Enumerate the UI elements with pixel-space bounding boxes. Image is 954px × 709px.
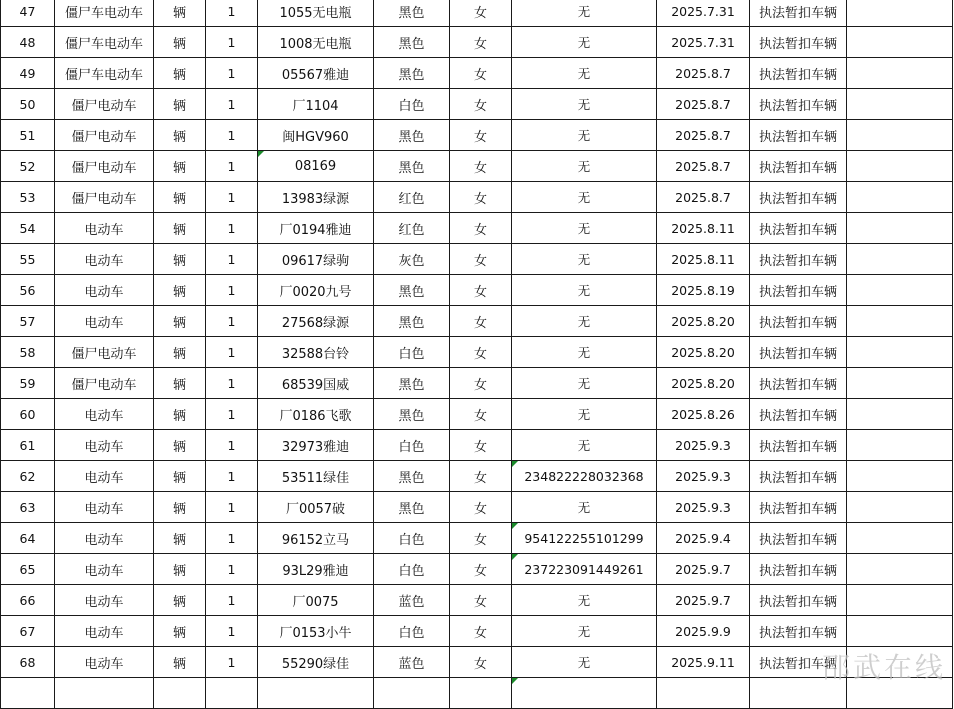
cell-gender[interactable]: 女 (450, 275, 512, 306)
cell-quantity[interactable]: 1 (206, 151, 258, 182)
cell-color[interactable]: 黑色 (374, 461, 450, 492)
cell-plate[interactable]: 1008无电瓶 (258, 27, 374, 58)
cell-vehicle-type[interactable]: 僵尸电动车 (55, 337, 154, 368)
cell-plate[interactable]: 厂0057破 (258, 492, 374, 523)
cell-gender[interactable]: 女 (450, 89, 512, 120)
cell-unit[interactable]: 辆 (154, 461, 206, 492)
cell-gender[interactable]: 女 (450, 244, 512, 275)
cell-date[interactable]: 2025.7.31 (657, 27, 750, 58)
cell-index[interactable]: 58 (1, 337, 55, 368)
cell-frame-number[interactable]: 无 (512, 306, 657, 337)
cell-plate[interactable]: 08169 (258, 151, 374, 182)
cell-unit[interactable]: 辆 (154, 58, 206, 89)
table-row (1, 182, 953, 213)
cell-vehicle-type[interactable]: 僵尸电动车 (55, 89, 154, 120)
cell-gender[interactable]: 女 (450, 151, 512, 182)
table-row (1, 678, 953, 709)
cell-color[interactable]: 红色 (374, 182, 450, 213)
cell-plate[interactable]: 厂0153小牛 (258, 616, 374, 647)
table-row (1, 120, 953, 151)
table-row (1, 151, 953, 182)
cell-color[interactable] (374, 678, 450, 709)
cell-color[interactable]: 白色 (374, 554, 450, 585)
cell-color[interactable]: 黑色 (374, 492, 450, 523)
cell-color[interactable]: 白色 (374, 523, 450, 554)
cell-index[interactable]: 63 (1, 492, 55, 523)
cell-quantity[interactable]: 1 (206, 647, 258, 678)
cell-quantity[interactable]: 1 (206, 399, 258, 430)
cell-vehicle-type[interactable]: 电动车 (55, 399, 154, 430)
cell-index[interactable]: 61 (1, 430, 55, 461)
cell-quantity[interactable]: 1 (206, 368, 258, 399)
table-row (1, 58, 953, 89)
cell-index[interactable] (1, 678, 55, 709)
cell-gender[interactable]: 女 (450, 554, 512, 585)
cell-quantity[interactable]: 1 (206, 430, 258, 461)
watermark: 邵武在线 (821, 651, 946, 684)
cell-gender[interactable]: 女 (450, 647, 512, 678)
cell-index[interactable]: 68 (1, 647, 55, 678)
cell-status[interactable]: 执法暂扣车辆 (750, 337, 847, 368)
cell-date[interactable]: 2025.8.19 (657, 275, 750, 306)
cell-vehicle-type[interactable]: 僵尸电动车 (55, 182, 154, 213)
cell-vehicle-type[interactable]: 电动车 (55, 244, 154, 275)
cell-empty[interactable] (847, 244, 953, 275)
table-body (1, 0, 953, 709)
cell-vehicle-type[interactable]: 电动车 (55, 647, 154, 678)
table-row (1, 368, 953, 399)
cell-unit[interactable]: 辆 (154, 337, 206, 368)
cell-date[interactable] (657, 678, 750, 709)
cell-plate[interactable]: 13983绿源 (258, 182, 374, 213)
cell-index[interactable]: 55 (1, 244, 55, 275)
cell-empty[interactable] (847, 585, 953, 616)
cell-date[interactable]: 2025.8.7 (657, 58, 750, 89)
cell-status[interactable] (750, 678, 847, 709)
cell-vehicle-type[interactable]: 电动车 (55, 616, 154, 647)
cell-unit[interactable]: 辆 (154, 89, 206, 120)
cell-status[interactable]: 执法暂扣车辆 (750, 182, 847, 213)
cell-date[interactable]: 2025.9.11 (657, 647, 750, 678)
cell-quantity[interactable]: 1 (206, 275, 258, 306)
cell-vehicle-type[interactable]: 僵尸车电动车 (55, 27, 154, 58)
cell-vehicle-type[interactable]: 电动车 (55, 554, 154, 585)
cell-status[interactable]: 执法暂扣车辆 (750, 430, 847, 461)
cell-status[interactable]: 执法暂扣车辆 (750, 244, 847, 275)
cell-index[interactable]: 54 (1, 213, 55, 244)
cell-date[interactable]: 2025.8.11 (657, 213, 750, 244)
cell-date[interactable]: 2025.9.7 (657, 585, 750, 616)
cell-frame-number[interactable] (512, 678, 657, 709)
cell-vehicle-type[interactable]: 电动车 (55, 275, 154, 306)
table-row (1, 461, 953, 492)
cell-color[interactable]: 黑色 (374, 58, 450, 89)
cell-vehicle-type[interactable]: 僵尸电动车 (55, 151, 154, 182)
cell-status[interactable]: 执法暂扣车辆 (750, 399, 847, 430)
cell-frame-number[interactable]: 无 (512, 647, 657, 678)
cell-color[interactable]: 灰色 (374, 244, 450, 275)
cell-color[interactable]: 黑色 (374, 399, 450, 430)
cell-quantity[interactable]: 1 (206, 554, 258, 585)
cell-color[interactable]: 黑色 (374, 0, 450, 27)
cell-empty[interactable] (847, 492, 953, 523)
cell-frame-number[interactable]: 无 (512, 244, 657, 275)
cell-index[interactable]: 52 (1, 151, 55, 182)
cell-color[interactable]: 白色 (374, 89, 450, 120)
cell-empty[interactable] (847, 120, 953, 151)
cell-index[interactable]: 66 (1, 585, 55, 616)
cell-index[interactable]: 49 (1, 58, 55, 89)
table-row (1, 213, 953, 244)
cell-frame-number[interactable]: 无 (512, 213, 657, 244)
table-row (1, 337, 953, 368)
cell-date[interactable]: 2025.8.20 (657, 306, 750, 337)
cell-index[interactable]: 67 (1, 616, 55, 647)
table-row (1, 616, 953, 647)
cell-status[interactable]: 执法暂扣车辆 (750, 585, 847, 616)
cell-frame-number[interactable]: 无 (512, 27, 657, 58)
cell-gender[interactable]: 女 (450, 399, 512, 430)
cell-frame-number[interactable]: 无 (512, 616, 657, 647)
cell-unit[interactable]: 辆 (154, 275, 206, 306)
cell-color[interactable]: 黑色 (374, 306, 450, 337)
cell-unit[interactable] (154, 678, 206, 709)
cell-plate[interactable]: 闽HGV960 (258, 120, 374, 151)
cell-status[interactable]: 执法暂扣车辆 (750, 368, 847, 399)
cell-quantity[interactable]: 1 (206, 0, 258, 27)
cell-unit[interactable]: 辆 (154, 213, 206, 244)
cell-empty[interactable] (847, 306, 953, 337)
cell-quantity[interactable]: 1 (206, 120, 258, 151)
cell-index[interactable]: 57 (1, 306, 55, 337)
cell-frame-number[interactable]: 954122255101299 (512, 523, 657, 554)
cell-gender[interactable] (450, 678, 512, 709)
cell-empty[interactable] (847, 647, 953, 678)
table-row (1, 0, 953, 27)
cell-vehicle-type[interactable]: 僵尸电动车 (55, 120, 154, 151)
cell-index[interactable]: 64 (1, 523, 55, 554)
cell-unit[interactable]: 辆 (154, 523, 206, 554)
cell-quantity[interactable]: 1 (206, 213, 258, 244)
cell-index[interactable]: 62 (1, 461, 55, 492)
cell-empty[interactable] (847, 399, 953, 430)
cell-frame-number[interactable]: 无 (512, 182, 657, 213)
cell-unit[interactable]: 辆 (154, 399, 206, 430)
cell-quantity[interactable]: 1 (206, 337, 258, 368)
cell-vehicle-type[interactable]: 电动车 (55, 492, 154, 523)
cell-status[interactable]: 执法暂扣车辆 (750, 523, 847, 554)
cell-empty[interactable] (847, 151, 953, 182)
table-row (1, 492, 953, 523)
cell-vehicle-type[interactable]: 电动车 (55, 523, 154, 554)
cell-frame-number[interactable]: 无 (512, 399, 657, 430)
cell-frame-number[interactable]: 无 (512, 58, 657, 89)
cell-frame-number[interactable]: 无 (512, 368, 657, 399)
table-row (1, 585, 953, 616)
cell-frame-number[interactable]: 234822228032368 (512, 461, 657, 492)
cell-color[interactable]: 黑色 (374, 275, 450, 306)
cell-unit[interactable]: 辆 (154, 151, 206, 182)
cell-plate[interactable]: 27568绿源 (258, 306, 374, 337)
cell-empty[interactable] (847, 678, 953, 709)
cell-date[interactable]: 2025.9.7 (657, 554, 750, 585)
cell-status[interactable]: 执法暂扣车辆 (750, 461, 847, 492)
cell-gender[interactable]: 女 (450, 523, 512, 554)
cell-gender[interactable]: 女 (450, 120, 512, 151)
cell-status[interactable]: 执法暂扣车辆 (750, 647, 847, 678)
cell-empty[interactable] (847, 275, 953, 306)
table-row (1, 89, 953, 120)
table-row (1, 306, 953, 337)
cell-plate[interactable]: 09617绿驹 (258, 244, 374, 275)
cell-vehicle-type[interactable]: 僵尸车电动车 (55, 58, 154, 89)
cell-empty[interactable] (847, 430, 953, 461)
cell-status[interactable]: 执法暂扣车辆 (750, 151, 847, 182)
cell-empty[interactable] (847, 337, 953, 368)
cell-index[interactable]: 51 (1, 120, 55, 151)
cell-gender[interactable]: 女 (450, 430, 512, 461)
cell-frame-number[interactable]: 无 (512, 275, 657, 306)
cell-empty[interactable] (847, 368, 953, 399)
table-row (1, 430, 953, 461)
cell-quantity[interactable]: 1 (206, 244, 258, 275)
cell-status[interactable]: 执法暂扣车辆 (750, 554, 847, 585)
cell-quantity[interactable]: 1 (206, 616, 258, 647)
cell-empty[interactable] (847, 58, 953, 89)
cell-vehicle-type[interactable]: 僵尸车电动车 (55, 0, 154, 27)
cell-unit[interactable]: 辆 (154, 182, 206, 213)
cell-index[interactable]: 59 (1, 368, 55, 399)
cell-color[interactable]: 黑色 (374, 368, 450, 399)
table-row (1, 275, 953, 306)
cell-date[interactable]: 2025.9.3 (657, 461, 750, 492)
cell-unit[interactable]: 辆 (154, 554, 206, 585)
cell-gender[interactable]: 女 (450, 368, 512, 399)
cell-color[interactable]: 白色 (374, 616, 450, 647)
cell-quantity[interactable]: 1 (206, 27, 258, 58)
cell-index[interactable]: 48 (1, 27, 55, 58)
cell-unit[interactable]: 辆 (154, 492, 206, 523)
cell-empty[interactable] (847, 0, 953, 27)
cell-empty[interactable] (847, 89, 953, 120)
cell-vehicle-type[interactable]: 电动车 (55, 430, 154, 461)
cell-gender[interactable]: 女 (450, 182, 512, 213)
cell-date[interactable]: 2025.8.26 (657, 399, 750, 430)
cell-empty[interactable] (847, 182, 953, 213)
cell-status[interactable]: 执法暂扣车辆 (750, 58, 847, 89)
cell-status[interactable]: 执法暂扣车辆 (750, 0, 847, 27)
cell-quantity[interactable]: 1 (206, 523, 258, 554)
table-row (1, 554, 953, 585)
cell-index[interactable]: 56 (1, 275, 55, 306)
cell-vehicle-type[interactable]: 电动车 (55, 213, 154, 244)
cell-color[interactable]: 蓝色 (374, 647, 450, 678)
cell-quantity[interactable]: 1 (206, 58, 258, 89)
cell-color[interactable]: 黑色 (374, 151, 450, 182)
cell-quantity[interactable]: 1 (206, 306, 258, 337)
cell-unit[interactable]: 辆 (154, 27, 206, 58)
cell-vehicle-type[interactable]: 电动车 (55, 461, 154, 492)
cell-frame-number[interactable]: 无 (512, 492, 657, 523)
cell-status[interactable]: 执法暂扣车辆 (750, 306, 847, 337)
cell-plate[interactable]: 53511绿佳 (258, 461, 374, 492)
cell-date[interactable]: 2025.9.4 (657, 523, 750, 554)
cell-date[interactable]: 2025.8.7 (657, 89, 750, 120)
cell-date[interactable]: 2025.8.11 (657, 244, 750, 275)
cell-unit[interactable]: 辆 (154, 120, 206, 151)
cell-quantity[interactable] (206, 678, 258, 709)
cell-plate[interactable]: 93L29雅迪 (258, 554, 374, 585)
cell-unit[interactable]: 辆 (154, 368, 206, 399)
cell-gender[interactable]: 女 (450, 0, 512, 27)
cell-unit[interactable]: 辆 (154, 306, 206, 337)
table-row (1, 647, 953, 678)
cell-frame-number[interactable]: 无 (512, 89, 657, 120)
cell-gender[interactable]: 女 (450, 27, 512, 58)
cell-index[interactable]: 65 (1, 554, 55, 585)
cell-frame-number[interactable]: 无 (512, 585, 657, 616)
cell-gender[interactable]: 女 (450, 461, 512, 492)
cell-index[interactable]: 50 (1, 89, 55, 120)
cell-gender[interactable]: 女 (450, 585, 512, 616)
cell-frame-number[interactable]: 无 (512, 151, 657, 182)
cell-plate[interactable]: 32973雅迪 (258, 430, 374, 461)
cell-color[interactable]: 黑色 (374, 27, 450, 58)
cell-status[interactable]: 执法暂扣车辆 (750, 120, 847, 151)
cell-frame-number[interactable]: 237223091449261 (512, 554, 657, 585)
cell-plate[interactable]: 68539国威 (258, 368, 374, 399)
cell-status[interactable]: 执法暂扣车辆 (750, 27, 847, 58)
cell-unit[interactable]: 辆 (154, 647, 206, 678)
cell-date[interactable]: 2025.8.20 (657, 368, 750, 399)
cell-plate[interactable]: 32588台铃 (258, 337, 374, 368)
cell-status[interactable]: 执法暂扣车辆 (750, 89, 847, 120)
cell-status[interactable]: 执法暂扣车辆 (750, 492, 847, 523)
cell-empty[interactable] (847, 554, 953, 585)
cell-empty[interactable] (847, 523, 953, 554)
cell-unit[interactable]: 辆 (154, 616, 206, 647)
table-row (1, 399, 953, 430)
cell-quantity[interactable]: 1 (206, 461, 258, 492)
cell-plate[interactable]: 厂0186飞歌 (258, 399, 374, 430)
cell-unit[interactable]: 辆 (154, 585, 206, 616)
cell-gender[interactable]: 女 (450, 616, 512, 647)
cell-unit[interactable]: 辆 (154, 0, 206, 27)
cell-empty[interactable] (847, 461, 953, 492)
cell-gender[interactable]: 女 (450, 492, 512, 523)
cell-plate[interactable]: 55290绿佳 (258, 647, 374, 678)
cell-status[interactable]: 执法暂扣车辆 (750, 616, 847, 647)
cell-plate[interactable]: 厂0075 (258, 585, 374, 616)
cell-gender[interactable]: 女 (450, 213, 512, 244)
cell-vehicle-type[interactable]: 僵尸电动车 (55, 368, 154, 399)
cell-gender[interactable]: 女 (450, 58, 512, 89)
cell-plate[interactable]: 96152立马 (258, 523, 374, 554)
cell-index[interactable]: 53 (1, 182, 55, 213)
table-row (1, 27, 953, 58)
cell-plate[interactable]: 厂0020九号 (258, 275, 374, 306)
cell-color[interactable]: 白色 (374, 337, 450, 368)
cell-date[interactable]: 2025.9.9 (657, 616, 750, 647)
cell-date[interactable]: 2025.8.7 (657, 120, 750, 151)
cell-empty[interactable] (847, 616, 953, 647)
cell-unit[interactable]: 辆 (154, 430, 206, 461)
cell-unit[interactable]: 辆 (154, 244, 206, 275)
table-row (1, 244, 953, 275)
cell-gender[interactable]: 女 (450, 337, 512, 368)
cell-frame-number[interactable]: 无 (512, 0, 657, 27)
cell-date[interactable]: 2025.7.31 (657, 0, 750, 27)
cell-date[interactable]: 2025.8.20 (657, 337, 750, 368)
cell-date[interactable]: 2025.8.7 (657, 182, 750, 213)
cell-vehicle-type[interactable]: 电动车 (55, 585, 154, 616)
cell-gender[interactable]: 女 (450, 306, 512, 337)
cell-frame-number[interactable]: 无 (512, 120, 657, 151)
cell-index[interactable]: 47 (1, 0, 55, 27)
cell-date[interactable]: 2025.9.3 (657, 430, 750, 461)
cell-vehicle-type[interactable] (55, 678, 154, 709)
cell-frame-number[interactable]: 无 (512, 430, 657, 461)
cell-plate[interactable]: 厂0194雅迪 (258, 213, 374, 244)
cell-quantity[interactable]: 1 (206, 182, 258, 213)
cell-date[interactable]: 2025.8.7 (657, 151, 750, 182)
cell-status[interactable]: 执法暂扣车辆 (750, 213, 847, 244)
cell-color[interactable]: 红色 (374, 213, 450, 244)
cell-empty[interactable] (847, 213, 953, 244)
cell-plate[interactable]: 05567雅迪 (258, 58, 374, 89)
cell-empty[interactable] (847, 27, 953, 58)
cell-index[interactable]: 60 (1, 399, 55, 430)
cell-frame-number[interactable]: 无 (512, 337, 657, 368)
cell-plate[interactable]: 厂1104 (258, 89, 374, 120)
cell-status[interactable]: 执法暂扣车辆 (750, 275, 847, 306)
cell-color[interactable]: 白色 (374, 430, 450, 461)
cell-quantity[interactable]: 1 (206, 585, 258, 616)
cell-plate[interactable] (258, 678, 374, 709)
cell-quantity[interactable]: 1 (206, 89, 258, 120)
cell-vehicle-type[interactable]: 电动车 (55, 306, 154, 337)
cell-plate[interactable]: 1055无电瓶 (258, 0, 374, 27)
table-row (1, 523, 953, 554)
cell-color[interactable]: 黑色 (374, 120, 450, 151)
cell-quantity[interactable]: 1 (206, 492, 258, 523)
cell-date[interactable]: 2025.9.3 (657, 492, 750, 523)
cell-color[interactable]: 蓝色 (374, 585, 450, 616)
